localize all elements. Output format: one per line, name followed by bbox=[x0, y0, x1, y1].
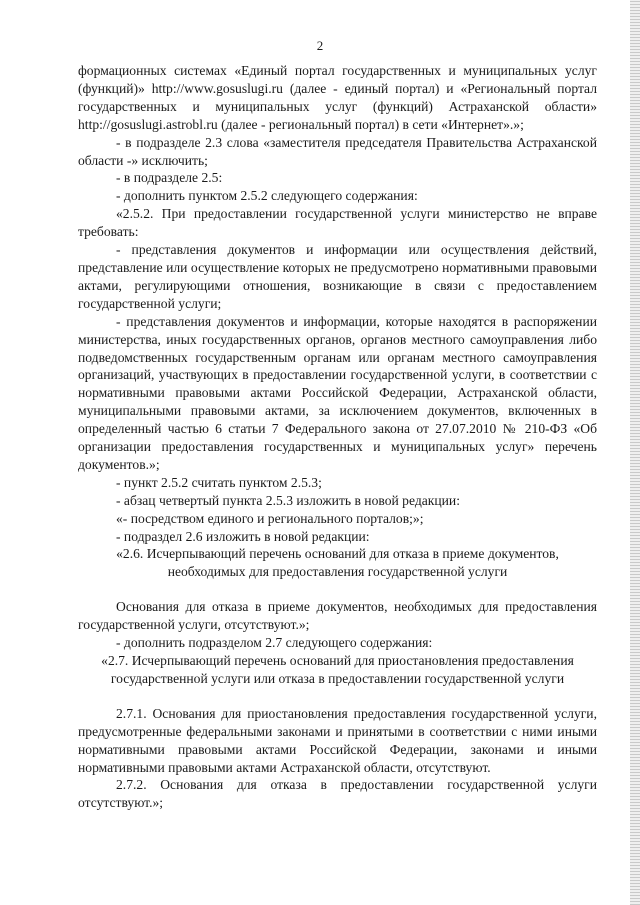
scan-edge-strip bbox=[630, 0, 640, 905]
heading-2-7: «2.7. Исчерпывающий перечень оснований для приостановления предоставления государственной услуги или отказа в предоставлении государственной услуги bbox=[101, 653, 574, 686]
paragraph-subsection-2-5: - в подразделе 2.5: bbox=[116, 170, 223, 186]
paragraph-2-7-1: 2.7.1. Основания для приостановления предоставления государственной услуги, предусмотренные федеральными законами и принятыми в соответствии с ними иными нормативными правовыми актами Российской Федерации, законами и иными нормативными правовыми актами Астраханской области, отсутствуют. bbox=[78, 705, 597, 775]
paragraph-requirement-1: - представления документов и информации или осуществления действий, представление или осуществление которых не предусмотрено нормативными правовыми актами, регулирующими отношения, возникающие в связи с предоставлением государственной услуги; bbox=[78, 242, 597, 311]
paragraph-2-7-2: 2.7.2. Основания для отказа в предоставлении государственной услуги отсутствуют.»; bbox=[78, 777, 597, 811]
heading-2-6: «2.6. Исчерпывающий перечень оснований для отказа в приеме документов, необходимых для предоставления государственной услуги bbox=[116, 546, 559, 580]
paragraph-portals: «- посредством единого и регионального порталов;»; bbox=[116, 510, 424, 526]
paragraph-renumber-item: - пункт 2.5.2 считать пунктом 2.5.3; bbox=[116, 474, 322, 490]
paragraph-abzac-fourth: - абзац четвертый пункта 2.5.3 изложить в новой редакции: bbox=[116, 492, 460, 508]
paragraph-add-subsection-2-7: - дополнить подразделом 2.7 следующего содержания: bbox=[116, 635, 433, 651]
paragraph-continuation: формационных системах «Единый портал государственных и муниципальных услуг (функций)» http://www.gosuslugi.ru (далее - единый портал) и «Региональный портал государственных и муниципальных услуг (функций) Астраханской области» http://gosuslugi.astrobl.ru (далее - региональный портал) в сети «Интернет».»; bbox=[78, 63, 597, 132]
paragraph-item-2-5-2: «2.5.2. При предоставлении государственной услуги министерство не вправе требовать: bbox=[78, 206, 597, 240]
paragraph-requirement-2: - представления документов и информации, которые находятся в распоряжении министерства, иных государственных органов, органов местного самоуправления либо подведомственных государственным органам или органам местного самоуправления организаций, участвующих в предоставлении государственной услуги, в соответствии с нормативными правовыми актами Российской Федерации, Астраханской области, муниципальными правовыми актами, за исключением документов, включенных в определенный частью 6 статьи 7 Федерального закона от 27.07.2010 № 210-ФЗ «Об организации предоставления государственных и муниципальных услуг» перечень документов.»; bbox=[78, 313, 597, 472]
page-number: 2 bbox=[316, 38, 324, 53]
paragraph-subsection-2-3: - в подразделе 2.3 слова «заместителя председателя Правительства Астраханской области -» исключить; bbox=[78, 134, 597, 168]
paragraph-add-item-2-5-2: - дополнить пунктом 2.5.2 следующего содержания: bbox=[116, 188, 418, 204]
paragraph-subsection-2-6: - подраздел 2.6 изложить в новой редакции: bbox=[116, 528, 370, 544]
document-body bbox=[78, 62, 597, 812]
spacer bbox=[78, 688, 597, 705]
paragraph-no-grounds-refusal: Основания для отказа в приеме документов, необходимых для предоставления государственной услуги, отсутствуют.»; bbox=[78, 599, 597, 633]
spacer bbox=[78, 581, 597, 598]
